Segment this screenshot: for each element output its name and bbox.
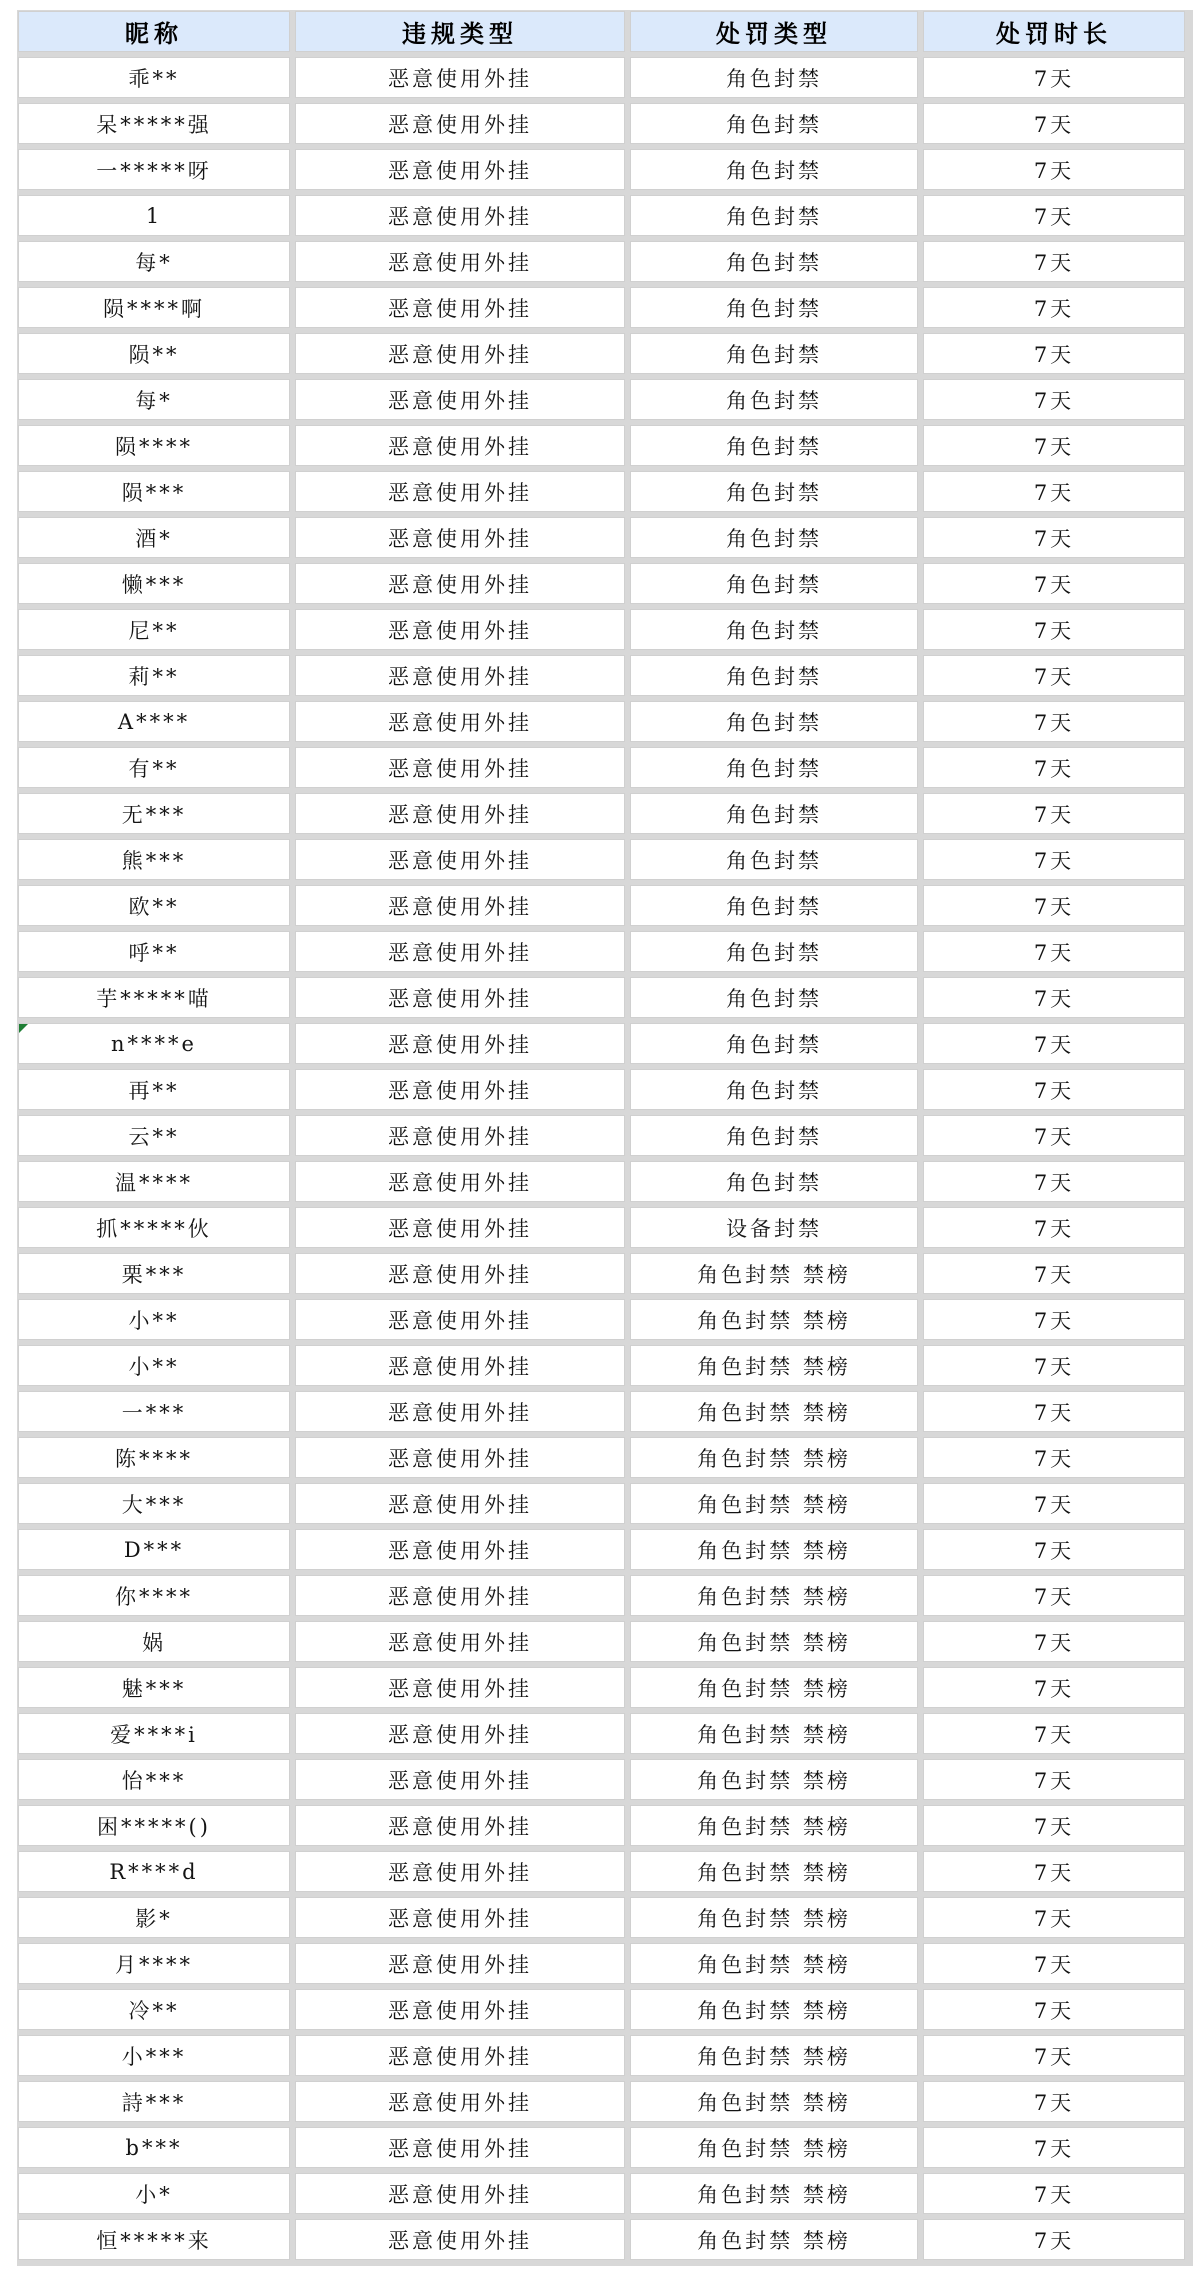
cell-nickname: 懒***	[18, 563, 290, 604]
cell-duration: 7天	[923, 241, 1185, 282]
cell-duration: 7天	[923, 1161, 1185, 1202]
cell-nickname: 恒*****来	[18, 2219, 290, 2260]
cell-duration: 7天	[923, 2219, 1185, 2260]
cell-duration: 7天	[923, 195, 1185, 236]
cell-punishment: 角色封禁 禁榜	[630, 1437, 918, 1478]
cell-punishment: 角色封禁	[630, 287, 918, 328]
cell-violation: 恶意使用外挂	[295, 655, 625, 696]
cell-duration: 7天	[923, 471, 1185, 512]
cell-duration: 7天	[923, 379, 1185, 420]
cell-punishment: 角色封禁	[630, 471, 918, 512]
cell-punishment: 角色封禁 禁榜	[630, 2035, 918, 2076]
cell-violation: 恶意使用外挂	[295, 195, 625, 236]
cell-violation: 恶意使用外挂	[295, 1805, 625, 1846]
cell-violation: 恶意使用外挂	[295, 2081, 625, 2122]
cell-punishment: 角色封禁 禁榜	[630, 1943, 918, 1984]
punishment-table-grid	[17, 10, 1193, 2266]
cell-punishment: 角色封禁	[630, 839, 918, 880]
cell-nickname: b***	[18, 2127, 290, 2168]
cell-violation: 恶意使用外挂	[295, 103, 625, 144]
cell-duration: 7天	[923, 1989, 1185, 2030]
cell-violation: 恶意使用外挂	[295, 931, 625, 972]
cell-punishment: 角色封禁	[630, 701, 918, 742]
cell-violation: 恶意使用外挂	[295, 149, 625, 190]
cell-violation: 恶意使用外挂	[295, 57, 625, 98]
cell-nickname: 怡***	[18, 1759, 290, 1800]
cell-nickname: 栗***	[18, 1253, 290, 1294]
cell-punishment: 角色封禁	[630, 149, 918, 190]
cell-punishment: 角色封禁 禁榜	[630, 1299, 918, 1340]
cell-duration: 7天	[923, 1437, 1185, 1478]
cell-punishment: 角色封禁	[630, 57, 918, 98]
cell-nickname: 困*****()	[18, 1805, 290, 1846]
cell-punishment: 角色封禁 禁榜	[630, 2219, 918, 2260]
cell-violation: 恶意使用外挂	[295, 471, 625, 512]
cell-violation: 恶意使用外挂	[295, 839, 625, 880]
cell-nickname: 小**	[18, 1345, 290, 1386]
cell-nickname: 冷**	[18, 1989, 290, 2030]
cell-duration: 7天	[923, 1483, 1185, 1524]
cell-duration: 7天	[923, 57, 1185, 98]
cell-violation: 恶意使用外挂	[295, 1253, 625, 1294]
cell-punishment: 角色封禁	[630, 747, 918, 788]
cell-nickname: 温****	[18, 1161, 290, 1202]
cell-violation: 恶意使用外挂	[295, 701, 625, 742]
cell-punishment: 角色封禁 禁榜	[630, 1483, 918, 1524]
cell-duration: 7天	[923, 1207, 1185, 1248]
cell-duration: 7天	[923, 1897, 1185, 1938]
cell-violation: 恶意使用外挂	[295, 1759, 625, 1800]
cell-violation: 恶意使用外挂	[295, 1161, 625, 1202]
cell-punishment: 角色封禁 禁榜	[630, 1621, 918, 1662]
cell-nickname: 陨***	[18, 471, 290, 512]
cell-duration: 7天	[923, 2081, 1185, 2122]
cell-nickname: 一*****呀	[18, 149, 290, 190]
cell-punishment: 角色封禁 禁榜	[630, 1897, 918, 1938]
cell-violation: 恶意使用外挂	[295, 379, 625, 420]
cell-punishment: 角色封禁	[630, 655, 918, 696]
cell-violation: 恶意使用外挂	[295, 241, 625, 282]
cell-violation: 恶意使用外挂	[295, 977, 625, 1018]
cell-duration: 7天	[923, 1713, 1185, 1754]
cell-nickname: 大***	[18, 1483, 290, 1524]
column-header-punishment: 处罚类型	[630, 11, 918, 52]
cell-violation: 恶意使用外挂	[295, 885, 625, 926]
cell-nickname: 詩***	[18, 2081, 290, 2122]
cell-nickname: 尼**	[18, 609, 290, 650]
cell-violation: 恶意使用外挂	[295, 1483, 625, 1524]
cell-duration: 7天	[923, 1759, 1185, 1800]
cell-duration: 7天	[923, 747, 1185, 788]
cell-nickname: 小***	[18, 2035, 290, 2076]
cell-nickname: 魅***	[18, 1667, 290, 1708]
cell-violation: 恶意使用外挂	[295, 1069, 625, 1110]
cell-duration: 7天	[923, 1529, 1185, 1570]
cell-nickname: 酒*	[18, 517, 290, 558]
cell-duration: 7天	[923, 885, 1185, 926]
cell-duration: 7天	[923, 287, 1185, 328]
cell-duration: 7天	[923, 839, 1185, 880]
column-header-violation: 违规类型	[295, 11, 625, 52]
cell-violation: 恶意使用外挂	[295, 1621, 625, 1662]
cell-duration: 7天	[923, 425, 1185, 466]
cell-duration: 7天	[923, 1805, 1185, 1846]
cell-nickname: 影*	[18, 1897, 290, 1938]
cell-duration: 7天	[923, 1943, 1185, 1984]
cell-duration: 7天	[923, 1253, 1185, 1294]
cell-punishment: 角色封禁	[630, 1023, 918, 1064]
cell-violation: 恶意使用外挂	[295, 1989, 625, 2030]
cell-duration: 7天	[923, 1391, 1185, 1432]
cell-punishment: 设备封禁	[630, 1207, 918, 1248]
cell-punishment: 角色封禁	[630, 1115, 918, 1156]
cell-nickname: 云**	[18, 1115, 290, 1156]
cell-nickname: 陈****	[18, 1437, 290, 1478]
cell-punishment: 角色封禁	[630, 609, 918, 650]
cell-nickname: 爱****i	[18, 1713, 290, 1754]
cell-violation: 恶意使用外挂	[295, 287, 625, 328]
cell-nickname: 小**	[18, 1299, 290, 1340]
cell-duration: 7天	[923, 1667, 1185, 1708]
cell-nickname: 每*	[18, 241, 290, 282]
cell-nickname: 一***	[18, 1391, 290, 1432]
cell-duration: 7天	[923, 2127, 1185, 2168]
cell-violation: 恶意使用外挂	[295, 2127, 625, 2168]
cell-duration: 7天	[923, 1345, 1185, 1386]
cell-violation: 恶意使用外挂	[295, 1207, 625, 1248]
cell-duration: 7天	[923, 1621, 1185, 1662]
cell-violation: 恶意使用外挂	[295, 517, 625, 558]
cell-duration: 7天	[923, 517, 1185, 558]
cell-punishment: 角色封禁	[630, 379, 918, 420]
cell-violation: 恶意使用外挂	[295, 1713, 625, 1754]
cell-nickname: 你****	[18, 1575, 290, 1616]
cell-violation: 恶意使用外挂	[295, 1437, 625, 1478]
cell-punishment: 角色封禁	[630, 885, 918, 926]
cell-duration: 7天	[923, 977, 1185, 1018]
cell-nickname: R****d	[18, 1851, 290, 1892]
cell-violation: 恶意使用外挂	[295, 1851, 625, 1892]
cell-duration: 7天	[923, 2035, 1185, 2076]
cell-nickname: 有**	[18, 747, 290, 788]
cell-punishment: 角色封禁	[630, 793, 918, 834]
cell-punishment: 角色封禁 禁榜	[630, 1989, 918, 2030]
cell-nickname: 无***	[18, 793, 290, 834]
column-header-nickname: 昵称	[18, 11, 290, 52]
cell-duration: 7天	[923, 1023, 1185, 1064]
cell-violation: 恶意使用外挂	[295, 425, 625, 466]
cell-nickname: D***	[18, 1529, 290, 1570]
cell-punishment: 角色封禁	[630, 517, 918, 558]
cell-nickname: 呆*****强	[18, 103, 290, 144]
cell-violation: 恶意使用外挂	[295, 1023, 625, 1064]
cell-nickname: 欧**	[18, 885, 290, 926]
cell-violation: 恶意使用外挂	[295, 1575, 625, 1616]
cell-nickname: 陨****啊	[18, 287, 290, 328]
cell-duration: 7天	[923, 333, 1185, 374]
cell-nickname: 每*	[18, 379, 290, 420]
cell-punishment: 角色封禁	[630, 103, 918, 144]
cell-duration: 7天	[923, 931, 1185, 972]
cell-duration: 7天	[923, 1299, 1185, 1340]
cell-nickname: 乖**	[18, 57, 290, 98]
cell-punishment: 角色封禁	[630, 195, 918, 236]
cell-duration: 7天	[923, 701, 1185, 742]
cell-nickname: A****	[18, 701, 290, 742]
cell-violation: 恶意使用外挂	[295, 2035, 625, 2076]
cell-punishment: 角色封禁	[630, 241, 918, 282]
cell-punishment: 角色封禁 禁榜	[630, 2081, 918, 2122]
cell-punishment: 角色封禁 禁榜	[630, 2173, 918, 2214]
cell-punishment: 角色封禁 禁榜	[630, 1667, 918, 1708]
cell-punishment: 角色封禁	[630, 1069, 918, 1110]
cell-punishment: 角色封禁 禁榜	[630, 1575, 918, 1616]
cell-duration: 7天	[923, 1115, 1185, 1156]
cell-violation: 恶意使用外挂	[295, 747, 625, 788]
cell-violation: 恶意使用外挂	[295, 1115, 625, 1156]
cell-violation: 恶意使用外挂	[295, 1943, 625, 1984]
cell-violation: 恶意使用外挂	[295, 2219, 625, 2260]
cell-violation: 恶意使用外挂	[295, 1345, 625, 1386]
cell-duration: 7天	[923, 1575, 1185, 1616]
cell-nickname: 娲	[18, 1621, 290, 1662]
cell-violation: 恶意使用外挂	[295, 2173, 625, 2214]
cell-duration: 7天	[923, 609, 1185, 650]
cell-punishment: 角色封禁 禁榜	[630, 1759, 918, 1800]
cell-violation: 恶意使用外挂	[295, 609, 625, 650]
cell-violation: 恶意使用外挂	[295, 333, 625, 374]
cell-nickname: 小*	[18, 2173, 290, 2214]
cell-punishment: 角色封禁 禁榜	[630, 1713, 918, 1754]
cell-violation: 恶意使用外挂	[295, 1529, 625, 1570]
cell-duration: 7天	[923, 563, 1185, 604]
cell-duration: 7天	[923, 793, 1185, 834]
cell-violation: 恶意使用外挂	[295, 1667, 625, 1708]
cell-punishment: 角色封禁 禁榜	[630, 1851, 918, 1892]
cell-nickname: 陨**	[18, 333, 290, 374]
cell-punishment: 角色封禁 禁榜	[630, 1805, 918, 1846]
cell-nickname: 莉**	[18, 655, 290, 696]
cell-punishment: 角色封禁 禁榜	[630, 2127, 918, 2168]
cell-duration: 7天	[923, 103, 1185, 144]
cell-punishment: 角色封禁 禁榜	[630, 1345, 918, 1386]
cell-punishment: 角色封禁 禁榜	[630, 1391, 918, 1432]
cell-nickname: 月****	[18, 1943, 290, 1984]
cell-violation: 恶意使用外挂	[295, 1897, 625, 1938]
cell-nickname: n****e	[18, 1023, 290, 1064]
cell-violation: 恶意使用外挂	[295, 1299, 625, 1340]
cell-duration: 7天	[923, 149, 1185, 190]
cell-punishment: 角色封禁	[630, 333, 918, 374]
cell-nickname: 抓*****伙	[18, 1207, 290, 1248]
cell-punishment: 角色封禁	[630, 1161, 918, 1202]
cell-duration: 7天	[923, 655, 1185, 696]
cell-punishment: 角色封禁	[630, 931, 918, 972]
cell-punishment: 角色封禁	[630, 977, 918, 1018]
cell-punishment: 角色封禁 禁榜	[630, 1253, 918, 1294]
cell-nickname: 芋*****喵	[18, 977, 290, 1018]
cell-duration: 7天	[923, 2173, 1185, 2214]
punishment-table	[17, 10, 1193, 2266]
cell-punishment: 角色封禁 禁榜	[630, 1529, 918, 1570]
cell-violation: 恶意使用外挂	[295, 1391, 625, 1432]
cell-nickname: 熊***	[18, 839, 290, 880]
cell-duration: 7天	[923, 1069, 1185, 1110]
column-header-duration: 处罚时长	[923, 11, 1185, 52]
cell-punishment: 角色封禁	[630, 563, 918, 604]
cell-violation: 恶意使用外挂	[295, 793, 625, 834]
cell-duration: 7天	[923, 1851, 1185, 1892]
cell-punishment: 角色封禁	[630, 425, 918, 466]
cell-nickname: 1	[18, 195, 290, 236]
cell-nickname: 呼**	[18, 931, 290, 972]
cell-violation: 恶意使用外挂	[295, 563, 625, 604]
cell-nickname: 再**	[18, 1069, 290, 1110]
cell-nickname: 陨****	[18, 425, 290, 466]
